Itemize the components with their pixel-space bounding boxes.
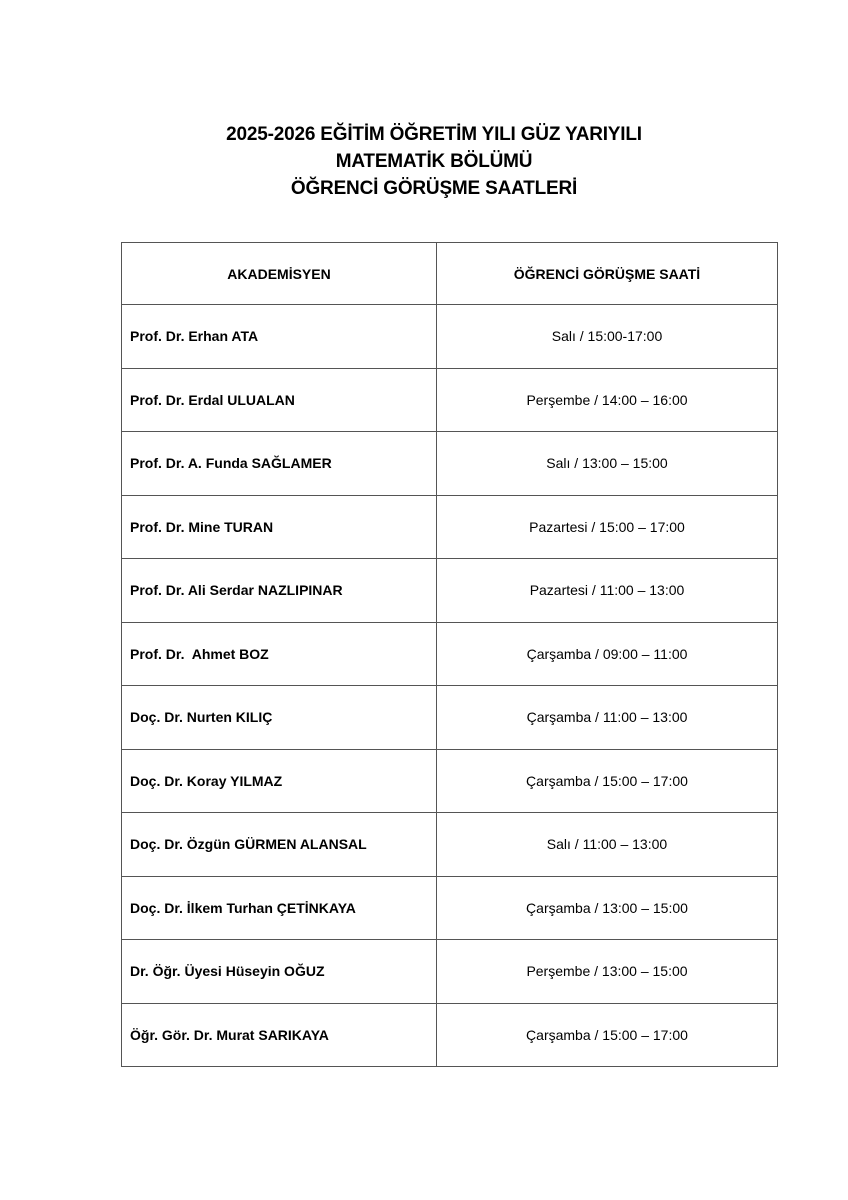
academic-name: Prof. Dr. Ahmet BOZ (122, 622, 437, 686)
academic-name: Dr. Öğr. Üyesi Hüseyin OĞUZ (122, 940, 437, 1004)
office-hour: Salı / 11:00 – 13:00 (437, 813, 778, 877)
office-hour: Perşembe / 14:00 – 16:00 (437, 368, 778, 432)
table-row (122, 813, 778, 877)
table-header-row (122, 243, 778, 305)
title-line-office-hours: ÖĞRENCİ GÖRÜŞME SAATLERİ (290, 178, 578, 199)
table-row (122, 686, 778, 750)
academic-name: Prof. Dr. Mine TURAN (122, 495, 437, 559)
office-hour: Çarşamba / 15:00 – 17:00 (437, 1003, 778, 1067)
table-row (122, 495, 778, 559)
table-row (122, 432, 778, 496)
office-hour: Salı / 15:00-17:00 (437, 305, 778, 369)
academic-name: Doç. Dr. Özgün GÜRMEN ALANSAL (122, 813, 437, 877)
table-row (122, 622, 778, 686)
office-hours-table (121, 242, 778, 1067)
table-row (122, 559, 778, 623)
academic-name: Prof. Dr. Erhan ATA (122, 305, 437, 369)
office-hour: Çarşamba / 11:00 – 13:00 (437, 686, 778, 750)
academic-name: Prof. Dr. Ali Serdar NAZLIPINAR (122, 559, 437, 623)
office-hour: Çarşamba / 13:00 – 15:00 (437, 876, 778, 940)
table-row (122, 368, 778, 432)
table-row (122, 305, 778, 369)
table-row (122, 876, 778, 940)
academic-name: Doç. Dr. Koray YILMAZ (122, 749, 437, 813)
column-header-academic: AKADEMİSYEN (122, 243, 437, 305)
table-row (122, 1003, 778, 1067)
academic-name: Öğr. Gör. Dr. Murat SARIKAYA (122, 1003, 437, 1067)
table-row (122, 749, 778, 813)
office-hour: Pazartesi / 11:00 – 13:00 (437, 559, 778, 623)
academic-name: Doç. Dr. İlkem Turhan ÇETİNKAYA (122, 876, 437, 940)
document-title (0, 121, 848, 202)
table-row (122, 940, 778, 1004)
office-hour: Çarşamba / 09:00 – 11:00 (437, 622, 778, 686)
academic-name: Doç. Dr. Nurten KILIÇ (122, 686, 437, 750)
office-hour: Çarşamba / 15:00 – 17:00 (437, 749, 778, 813)
office-hour: Perşembe / 13:00 – 15:00 (437, 940, 778, 1004)
academic-name: Prof. Dr. A. Funda SAĞLAMER (122, 432, 437, 496)
office-hour: Pazartesi / 15:00 – 17:00 (437, 495, 778, 559)
column-header-office-hour: ÖĞRENCİ GÖRÜŞME SAATİ (437, 243, 778, 305)
title-line-academic-year: 2025-2026 EĞİTİM ÖĞRETİM YILI GÜZ YARIYILI (226, 124, 642, 145)
title-line-department: MATEMATİK BÖLÜMÜ (335, 151, 533, 172)
academic-name: Prof. Dr. Erdal ULUALAN (122, 368, 437, 432)
office-hour: Salı / 13:00 – 15:00 (437, 432, 778, 496)
